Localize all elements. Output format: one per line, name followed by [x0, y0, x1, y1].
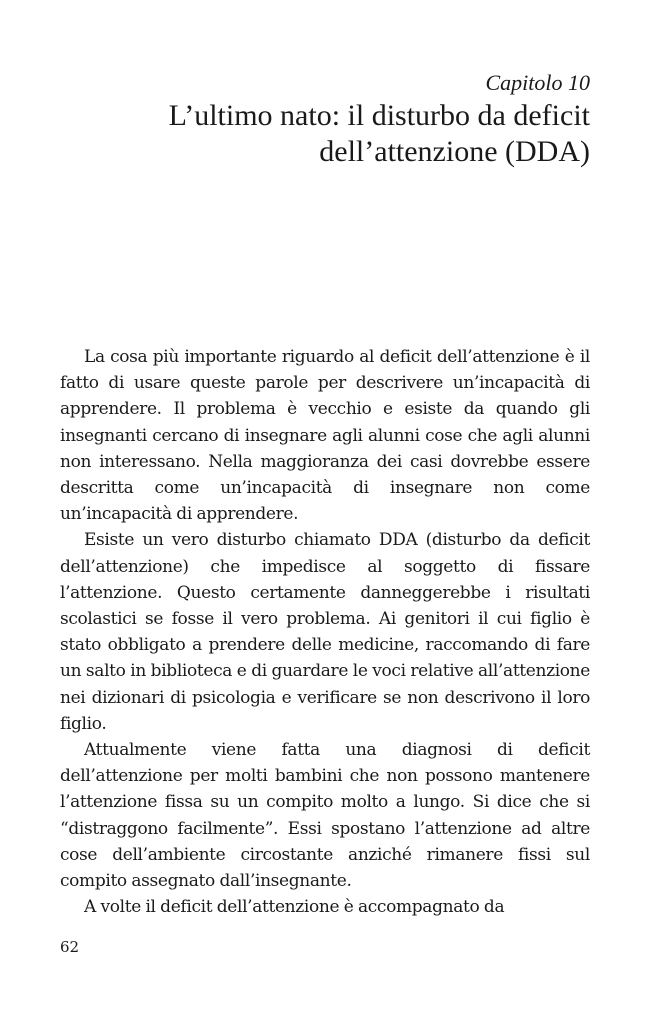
body-text [60, 344, 590, 920]
paragraph: A volte il deficit dell’attenzione è accompagnato da [84, 897, 505, 918]
chapter-title-line-1: L’ultimo nato: il disturbo da deficit [168, 99, 590, 132]
page-number: 62 [60, 938, 80, 956]
chapter-heading [60, 68, 590, 170]
paragraph: Esiste un vero disturbo chiamato DDA (disturbo da deficit dell’attenzione) che impedisce al soggetto di fissare l’attenzione. Questo certamente danneggerebbe i risultati scolastici se fosse il vero problema. Ai genitori il cui figlio è stato obbligato a prendere delle medicine, raccomando di fare un salto in biblioteca e di guardare le voci relative all’attenzione nei dizionari di psicologia e verificare se non descrivono il loro figlio. [60, 530, 590, 734]
paragraph: Attualmente viene fatta una diagnosi di deficit dell’attenzione per molti bambini che non possono mantenere l’attenzione fissa su un compito molto a lungo. Si dice che si “distraggono facilmente”. Essi spostano l’attenzione ad altre cose dell’ambiente circostante anziché rimanere fissi sul compito assegnato dall’insegnante. [60, 740, 590, 892]
chapter-title-line-2: dell’attenzione (DDA) [319, 135, 590, 168]
chapter-label: Capitolo 10 [485, 70, 590, 95]
paragraph: La cosa più importante riguardo al deficit dell’attenzione è il fatto di usare queste parole per descrivere un’incapacità di apprendere. Il problema è vecchio e esiste da quando gli insegnanti cercano di insegnare agli alunni cose che agli alunni non interessano. Nella maggioranza dei casi dovrebbe essere descritta come un’incapacità di insegnare non come un’incapacità di apprendere. [60, 347, 590, 525]
chapter-title [60, 98, 590, 170]
